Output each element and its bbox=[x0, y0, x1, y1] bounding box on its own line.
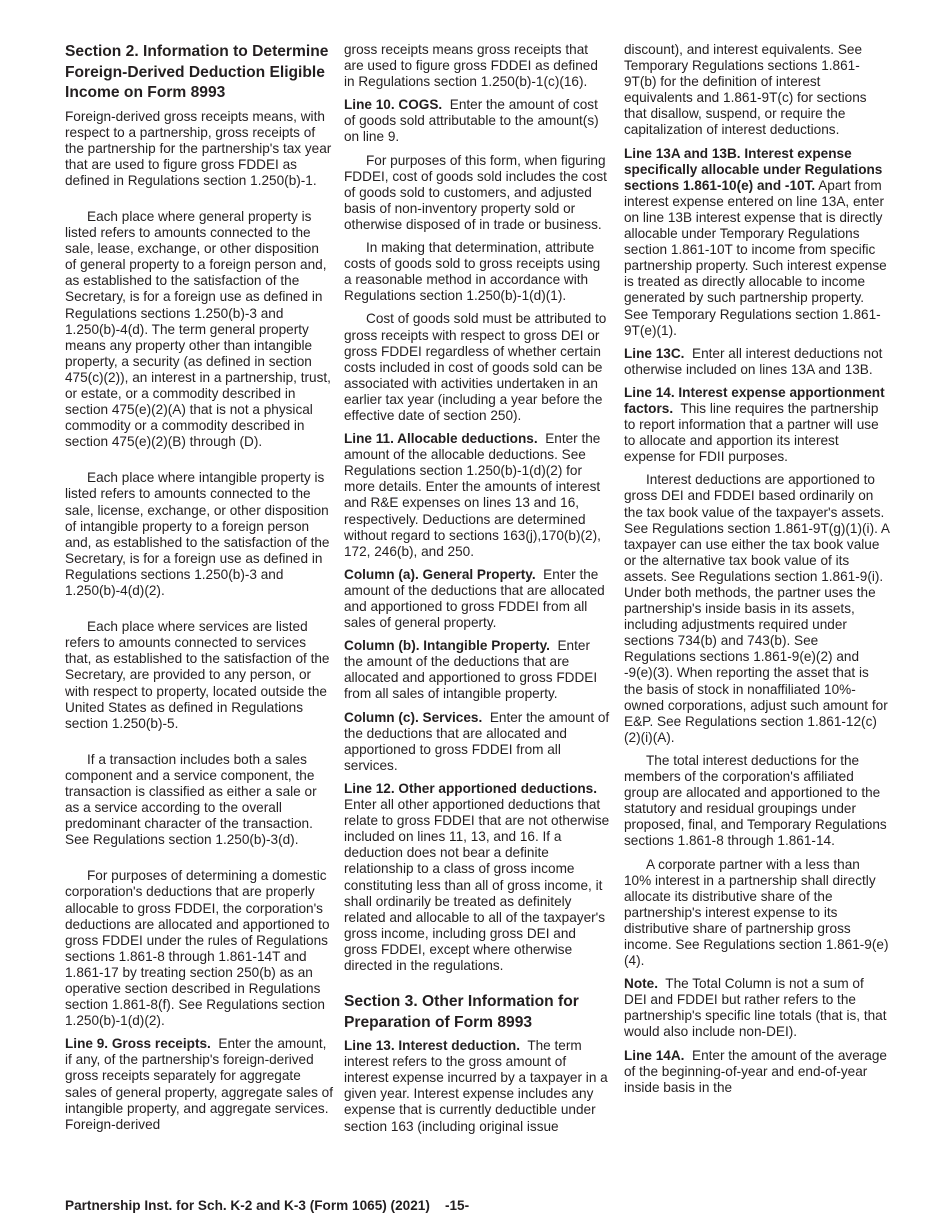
line-10-text: Enter the amount of cost of goods sold attributable to the amount(s) on line 9. bbox=[344, 97, 599, 145]
column-a-heading: Column (a). General Property. bbox=[344, 566, 536, 582]
line-11-heading: Line 11. Allocable deductions. bbox=[344, 431, 538, 447]
line-13ab-paragraph bbox=[624, 146, 890, 339]
column-c-text: Enter the amount of the deductions that are allocated and apportioned to gross FDDEI from all services. bbox=[344, 709, 610, 773]
line-13c-text: Enter all interest deductions not otherwise included on lines 13A and 13B. bbox=[624, 345, 883, 377]
paragraph: Each place where services are listed refers to amounts connected to services that, as established to the satisfaction of the Secretary, are provided to any person, or with respect to property, located outside the United States as defined in Regulations section 1.250(b)-5. bbox=[65, 619, 330, 731]
page-footer: Partnership Inst. for Sch. K-2 and K-3 (Form 1065) (2021) -15- bbox=[65, 1198, 470, 1213]
paragraph: Interest deductions are apportioned to gross DEI and FDDEI based ordinarily on the tax book value of the taxpayer's assets. See Regulations section 1.861-9T(g)(1)(i). A taxpayer can use either the tax book value or the alternative tax book value of its assets. See Regulations section 1.861-9(i). Under both methods, the partner uses the partnership's inside basis in its assets, including adjustments required under sections 734(b) and 743(b). See Regulations sections 1.861-9(e)(2) and -9(e)(3). When reporting the asset that is the basis of stock in nonaffiliated 10%-owned corporations, adjust such amount for E&P. See Regulations section 1.861-12(c)(2)(i)(A). bbox=[624, 472, 890, 745]
line-13c-heading: Line 13C. bbox=[624, 345, 685, 361]
paragraph: A corporate partner with a less than 10% interest in a partnership shall directly allocate its distributive share of the partnership's interest expense to its distributive share of partnership gross income. See Regulations section 1.861-9(e)(4). bbox=[624, 856, 889, 969]
paragraph: Each place where intangible property is listed refers to amounts connected to the sale, license, exchange, or other disposition of intangible property to a foreign person and, as established to the satisfaction of the Secretary, is for a foreign use as defined in Regulations sections 1.250(b)-3 and 1.250(b)-4(d)(2). bbox=[65, 470, 330, 599]
note-paragraph bbox=[624, 976, 890, 1040]
paragraph: If a transaction includes both a sales component and a service component, the transaction is classified as either a sale or as a service according to the overall predominant character of the transaction. See Regulations section 1.250(b)-3(d). bbox=[65, 751, 317, 848]
line-13c-paragraph bbox=[624, 346, 890, 378]
line-10-heading: Line 10. COGS. bbox=[344, 97, 443, 113]
line-13-paragraph bbox=[344, 1038, 610, 1135]
column-left bbox=[65, 42, 333, 1140]
paragraph: The total interest deductions for the members of the corporation's affiliated group are allocated and apportioned to the statutory and residual groupings under proposed, final, and Temporary Regulations sections 1.861-8 through 1.861-14. bbox=[624, 752, 887, 849]
column-b-heading: Column (b). Intangible Property. bbox=[344, 638, 550, 654]
column-a-text: Enter the amount of the deductions that are allocated and apportioned to gross FDDEI from all sales of general property. bbox=[344, 566, 605, 631]
paragraph: discount), and interest equivalents. See Temporary Regulations sections 1.861-9T(b) for the definition of interest equivalents and 1.861-9T(c) for sections that disallow, suspend, or require the capitalization of interest deductions. bbox=[624, 42, 867, 138]
paragraph: Each place where general property is listed refers to amounts connected to the sale, lease, exchange, or other disposition of general property to a foreign person and, as established to the satisfaction of the Secretary, is for a foreign use as defined in Regulations sections 1.250(b)-3 and 1.250(b)-4(d). The term general property means any property other than intangible property, a security (as defined in section 475(c)(2)), an interest in a partnership, trust, or estate, or a commodity described in section 475(e)(2)(A) that is not a physical commodity or a commodity described in section 475(e)(2)(B) through (D). bbox=[65, 208, 331, 450]
line-14-paragraph bbox=[624, 385, 890, 465]
line-13-heading: Line 13. Interest deduction. bbox=[344, 1038, 520, 1054]
line-12-text: Enter all other apportioned deductions that relate to gross FDDEI that are not otherwise included on lines 11, 13, and 16. If a deduction does not bear a definite relationship to a class of gross income constituting less than all of gross income, it shall ordinarily be treated as definitely related and allocable to all of the taxpayer's gross income, including gross DEI and gross FDDEI, except where otherwise directed in the regulations. bbox=[344, 797, 610, 973]
line-9-heading: Line 9. Gross receipts. bbox=[65, 1036, 211, 1052]
line-9-text: Enter the amount, if any, of the partnership's foreign-derived gross receipts separately for aggregate sales of general property, aggregate sales of intangible property, and aggregate services. Foreign-derived bbox=[65, 1036, 334, 1132]
line-12-paragraph bbox=[344, 781, 610, 974]
line-13-text: The term interest refers to the gross amount of interest expense incurred by a taxpayer in a given year. Interest expense includes any expense that is currently deductible under section 163 (including original issue bbox=[344, 1038, 608, 1134]
column-b-text: Enter the amount of the deductions that are allocated and apportioned to gross FDDEI from all sales of intangible property. bbox=[344, 638, 598, 702]
column-b-paragraph bbox=[344, 638, 610, 702]
section-3-heading: Section 3. Other Information for Preparation of Form 8993 bbox=[344, 993, 579, 1031]
note-text: The Total Column is not a sum of DEI and FDDEI but rather refers to the partnership's specific line totals (that is, that would also include non-DEI). bbox=[624, 976, 887, 1040]
line-14-text: This line requires the partnership to report information that a partner will use to allocate and apportion its interest expense for FDII purposes. bbox=[624, 400, 879, 465]
line-11-text: Enter the amount of the allocable deductions. See Regulations section 1.250(b)-1(d)(2) for more details. Enter the amounts of interest and R&E expenses on lines 13 and 16, respectively. Deductions are determined without regard to sections 163(j),170(b)(2), 172, 246(b), and 250. bbox=[344, 431, 601, 559]
line-14a-text: Enter the amount of the average of the beginning-of-year and end-of-year inside basis in the bbox=[624, 1047, 887, 1095]
section-2-heading: Section 2. Information to Determine Foreign-Derived Deduction Eligible Income on Form 8993 bbox=[65, 43, 329, 101]
line-13ab-heading: Line 13A and 13B. Interest expense specifically allocable under Regulations sections 1.861-10(e) and -10T. bbox=[624, 145, 883, 193]
line-10-paragraph bbox=[344, 97, 610, 145]
note-heading: Note. bbox=[624, 976, 658, 992]
line-9-paragraph bbox=[65, 1036, 333, 1133]
paragraph: Foreign-derived gross receipts means, with respect to a partnership, gross receipts of the partnership for the partnership's tax year that are used to figure gross FDDEI as defined in Regulations section 1.250(b)-1. bbox=[65, 108, 332, 188]
column-a-paragraph bbox=[344, 567, 610, 631]
column-middle bbox=[344, 42, 610, 1142]
paragraph: For purposes of determining a domestic corporation's deductions that are properly allocable to gross FDDEI, the corporation's deductions are allocated and apportioned to gross FDDEI under the rules of Regulations sections 1.861-8 through 1.861-14T and 1.861-17 by treating section 250(b) as an operative section described in Regulations section 1.861-8(f). See Regulations section 1.250(b)-1(d)(2). bbox=[65, 868, 330, 1029]
column-c-heading: Column (c). Services. bbox=[344, 709, 483, 725]
column-c-paragraph bbox=[344, 710, 610, 774]
line-13ab-text: Apart from interest expense entered on line 13A, enter on line 13B interest expense that is directly allocable under Temporary Regulations section 1.861-10T to income from specific partnership property. Such interest expense is treated as directly allocable to income generated by such partnership property. See Temporary Regulations section 1.861-9T(e)(1). bbox=[624, 177, 887, 338]
column-right bbox=[624, 42, 890, 1103]
line-11-paragraph bbox=[344, 431, 610, 560]
paragraph: In making that determination, attribute costs of goods sold to gross receipts using a reasonable method in accordance with Regulations section 1.250(b)-1(d)(1). bbox=[344, 240, 601, 304]
paragraph: gross receipts means gross receipts that are used to figure gross FDDEI as defined in Regulations section 1.250(b)-1(c)(16). bbox=[344, 42, 598, 90]
line-14-heading: Line 14. Interest expense apportionment factors. bbox=[624, 384, 885, 416]
line-12-heading: Line 12. Other apportioned deductions. bbox=[344, 780, 598, 796]
line-14a-paragraph bbox=[624, 1048, 890, 1096]
paragraph: For purposes of this form, when figuring FDDEI, cost of goods sold includes the cost of goods sold to customers, and adjusted basis of non-inventory property sold or otherwise disposed of in trade or business. bbox=[344, 152, 607, 232]
paragraph: Cost of goods sold must be attributed to gross receipts with respect to gross DEI or gross FDDEI regardless of whether certain costs included in cost of goods sold can be associated with activities undertaken in an earlier tax year (including a year before the effective date of section 250). bbox=[344, 311, 607, 423]
line-14a-heading: Line 14A. bbox=[624, 1047, 685, 1063]
